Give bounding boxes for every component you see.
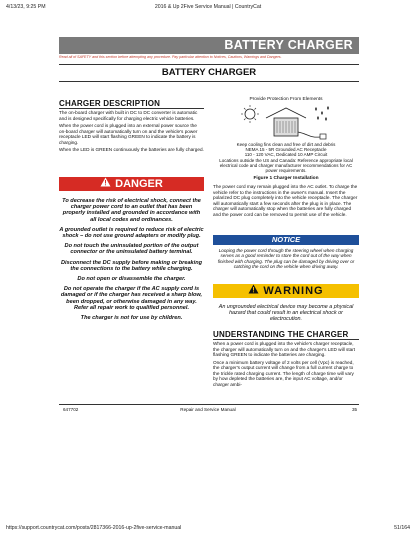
warning-triangle-icon <box>100 177 111 191</box>
danger-item: The charger is not for use by children. <box>80 315 183 322</box>
safety-note: Read all of SAFETY and this section before attempting any procedure. Pay particular attention to Notices, Cautions, Warnings and Dangers. <box>59 55 282 59</box>
understanding-heading: UNDERSTANDING THE CHARGER <box>213 330 349 339</box>
paragraph: When the power cord is plugged into an external power source the on-board charger will automatically turn on and the vehicle's power receptacle LED will start flashing GREEN to indicate the battery is charging. <box>59 123 198 145</box>
figure-notes <box>213 142 359 173</box>
notice-header: NOTICE <box>213 235 359 245</box>
divider <box>59 81 359 82</box>
warning-triangle-icon <box>248 284 259 298</box>
print-timestamp: 4/13/23, 9:25 PM <box>6 4 46 10</box>
print-tab-title: 2016 & Up 2Five Service Manual | CountryCat <box>154 4 262 10</box>
page-title: BATTERY CHARGER <box>161 67 257 78</box>
charger-installation-illustration <box>236 104 336 140</box>
danger-item: Do not operate the charger if the AC supply cord is damaged or if the charger has received a sharp blow, been dropped, or otherwise damaged in any way. Refer all repair work to qualified personnel. <box>60 286 203 311</box>
divider <box>213 339 359 340</box>
charger-description-body <box>59 110 204 155</box>
paragraph: Once a minimum battery voltage of 2 volts per cell (Vpc) is reached, the charger's output current will change from a full current charge to the trickle rated charging current. The length of charge time will vary by how depleted the batteries are, the input AC voltage, and/or charger ambi- <box>213 359 354 387</box>
danger-header <box>59 177 204 191</box>
figure-title: Provide Protection From Elements <box>249 97 323 102</box>
figure-note: Keep cooling fins clean and free of dirt and debris <box>236 142 336 147</box>
doc-number: 647702 <box>63 407 79 412</box>
danger-item: Do not touch the uninsulated portion of the output connector or the uninsulated battery terminal. <box>64 243 199 256</box>
notice-body: Looping the power cord through the steering wheel when charging serves as a good reminder to store the cord out of the way when finished with charging. The plug can be damaged by driving over or catching the cord on the vehicle when driving away. <box>217 248 355 269</box>
warning-label: WARNING <box>263 285 324 297</box>
warning-body: An ungrounded electrical device may become a physical hazard that could result in an electrical shock or electrocution. <box>218 304 354 322</box>
paragraph: When a power cord is plugged into the vehicle's charger receptacle, the charger will automatically turn on and the charger's LED will start flashing GREEN to indicate the batteries are charging. <box>213 341 356 357</box>
figure-note: 110 - 120 VAC, Dedicated 10 AMP Circuit <box>244 152 328 158</box>
danger-body <box>59 198 204 325</box>
browser-print-footer <box>6 525 410 534</box>
understanding-body <box>213 341 359 389</box>
print-url: https://support.countrycat.com/posts/2817366-2016-up-2five-service-manual <box>6 525 182 531</box>
danger-item: To decrease the risk of electrical shock, connect the charger power cord to an outlet that has been properly installed and grounded in accordance with all local codes and ordinances. <box>62 198 201 223</box>
figure-caption: Figure 1 Charger Installation <box>253 176 319 181</box>
danger-item: Do not open or disassemble the charger. <box>77 276 186 283</box>
print-page-count: 51/164 <box>394 525 410 531</box>
paragraph: The on-board charger with built in DC to DC converter is automatic and is designed specifically for charging electric vehicle batteries. <box>59 110 198 121</box>
danger-item: A grounded outlet is required to reduce risk of electric shock – do not use ground adapters or modify plug. <box>59 226 204 240</box>
divider <box>59 108 204 109</box>
danger-item: Disconnect the DC supply before making or breaking the connections to the battery while charging. <box>60 259 203 272</box>
manual-name: Repair and Service Manual <box>180 407 236 412</box>
browser-print-header <box>6 4 410 13</box>
page-number: 35 <box>352 407 358 412</box>
footer-divider <box>59 404 359 405</box>
figure-note: NEMA 15 - 5R Grounded AC Receptacle <box>245 147 327 153</box>
danger-label: DANGER <box>115 178 163 190</box>
charger-description-heading: CHARGER DESCRIPTION <box>59 99 161 108</box>
paragraph: When the LED is GREEN continuously the batteries are fully charged. <box>59 147 204 152</box>
charging-instructions: The power cord may remain plugged into the AC outlet. To charge the vehicle refer to the instructions in the owner's manual. Insert the polarized DC plug completely into the vehicle receptacle. The charger will automatically start a few seconds after the plug is in place. The charger will automatically stop when the batteries are fully charged and the power cord can be removed to permit use of the vehicle. <box>213 184 358 217</box>
warning-header <box>213 284 359 298</box>
divider <box>59 64 359 65</box>
section-banner: BATTERY CHARGER <box>59 37 359 54</box>
figure-note: Locations outside the US and Canada: Reference appropriate local electrical code and charger manufacturer recommendations for AC power requirements. <box>219 157 353 174</box>
